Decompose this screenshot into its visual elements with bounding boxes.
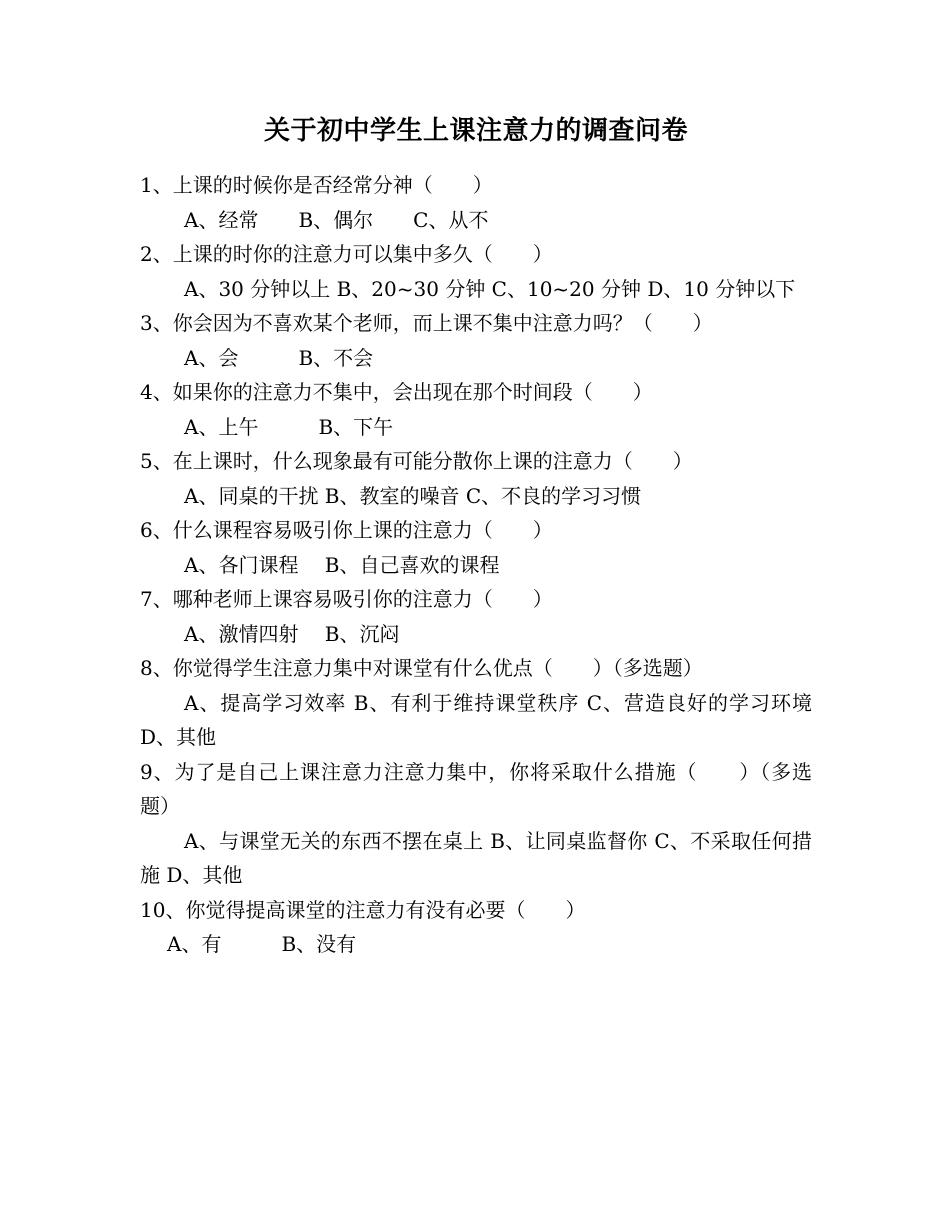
question-10-options: A、有 B、没有 [167,932,357,956]
question-9-options: A、与课堂无关的东西不摆在桌上 B、让同桌监督你 C、不采取任何措施 D、其他 [140,828,812,887]
question-8: 8、你觉得学生注意力集中对课堂有什么优点（ ）（多选题） [140,656,703,680]
question-9: 9、为了是自己上课注意力注意力集中，你将采取什么措施（ ）（多选题） [140,759,812,818]
question-4-options: A、上午 B、下午 [184,414,394,439]
question-4: 4、如果你的注意力不集中，会出现在那个时间段（ ） [140,380,653,404]
question-1-options: A、经常 B、偶尔 C、从不 [184,207,489,232]
page-title: 关于初中学生上课注意力的调查问卷 [263,116,688,146]
question-8-options: A、提高学习效率 B、有利于维持课堂秩序 C、营造良好的学习环境 D、其他 [140,690,812,749]
question-7-options: A、激情四射 B、沉闷 [184,621,400,646]
question-1: 1、上课的时候你是否经常分神（ ） [140,173,493,197]
question-2-options: A、30 分钟以上 B、20~30 分钟 C、10~20 分钟 D、10 分钟以下 [184,276,796,301]
question-6-options: A、各门课程 B、自己喜欢的课程 [184,552,500,577]
question-7: 7、哪种老师上课容易吸引你的注意力（ ） [140,587,553,611]
question-5-options: A、同桌的干扰 B、教室的噪音 C、不良的学习习惯 [184,483,642,508]
question-10: 10、你觉得提高课堂的注意力有没有必要（ ） [140,897,586,922]
question-2: 2、上课的时你的注意力可以集中多久（ ） [140,242,553,266]
question-5: 5、在上课时，什么现象最有可能分散你上课的注意力（ ） [140,449,693,473]
question-3: 3、你会因为不喜欢某个老师，而上课不集中注意力吗？（ ） [140,311,713,335]
document-page [140,108,812,962]
question-3-options: A、会 B、不会 [184,345,374,370]
question-6: 6、什么课程容易吸引你上课的注意力（ ） [140,518,553,542]
